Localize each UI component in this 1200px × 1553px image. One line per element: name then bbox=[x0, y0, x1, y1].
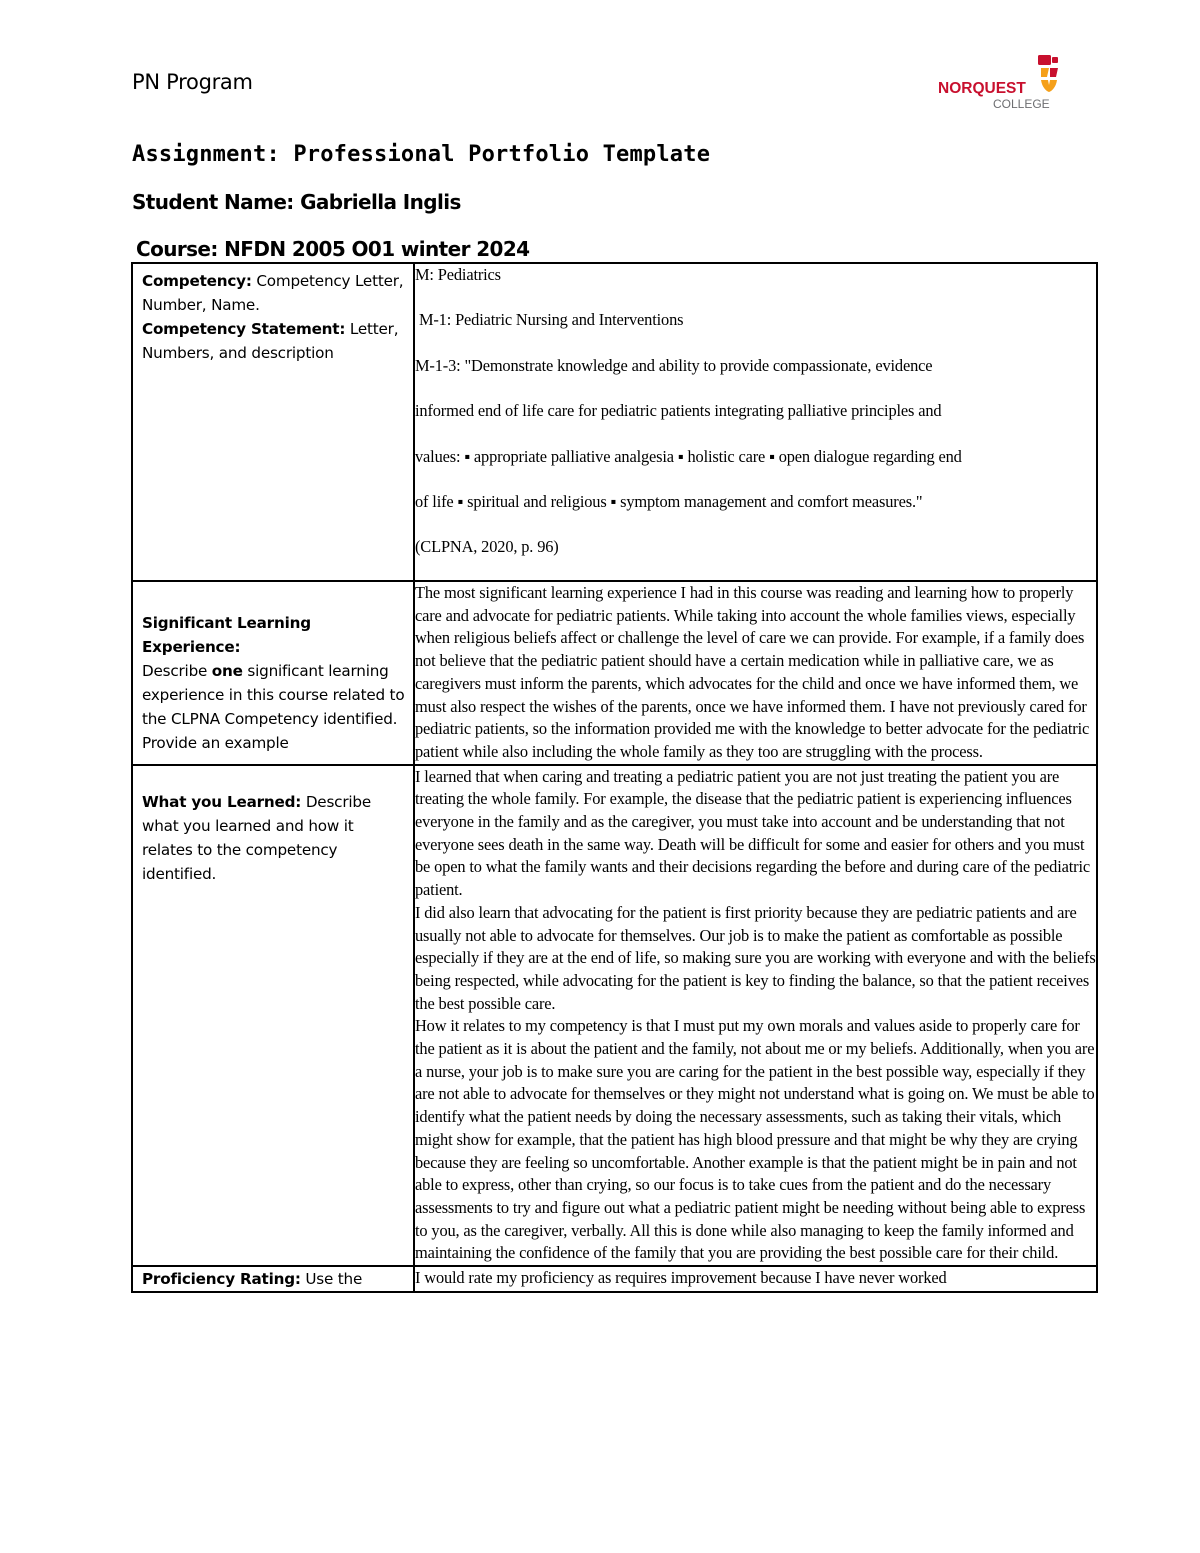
program-header: PN Program bbox=[132, 70, 253, 94]
proficiency-content-cell bbox=[414, 1266, 1097, 1292]
course-value: NFDN 2005 O01 winter 2024 bbox=[224, 237, 530, 261]
competency-citation: (CLPNA, 2020, p. 96) bbox=[415, 537, 559, 557]
logo-mark-icon bbox=[1038, 55, 1058, 92]
competency-statement-line: M-1-3: "Demonstrate knowledge and ability to provide compassionate, evidence bbox=[415, 355, 933, 375]
proficiency-description: Use the bbox=[305, 1270, 363, 1289]
student-name-line bbox=[132, 190, 461, 214]
competency-number: M-1: Pediatric Nursing and Interventions bbox=[415, 310, 684, 330]
assignment-title: Assignment: Professional Portfolio Template bbox=[132, 142, 711, 167]
course-label: Course: bbox=[136, 237, 218, 261]
course-line bbox=[136, 237, 530, 261]
learned-content-cell bbox=[414, 765, 1097, 1266]
competency-statement-line: informed end of life care for pediatric patients integrating palliative principles and bbox=[415, 401, 942, 421]
proficiency-label-cell bbox=[132, 1266, 414, 1292]
proficiency-label: Proficiency Rating: bbox=[142, 1270, 301, 1289]
learned-paragraph: I did also learn that advocating for the patient is first priority because they are pediatric patients and are usually not able to advocate for themselves. Our job is to make the patient as comfortable as possible especially if they are at the end of life, so making sure you are working with everyone and with the beliefs being respected, while advocating for the patient is key to finding the balance, so that the patient receives the best possible care. bbox=[415, 902, 1096, 1013]
significant-desc-pre: Describe bbox=[142, 662, 208, 680]
proficiency-row bbox=[132, 1266, 1097, 1292]
competency-row bbox=[132, 263, 1097, 581]
significant-learning-label: Significant Learning Experience: bbox=[142, 614, 311, 656]
competency-statement-description: Letter, Numbers, and description bbox=[142, 320, 399, 362]
learned-label: What you Learned: bbox=[142, 792, 302, 811]
significant-learning-text: The most significant learning experience I had in this course was reading and learning how to properly care and advocate for pediatric patients. While taking into account the whole families views, especially when religious beliefs affect or challenge the level of care we can provide. For example, if a family does not believe that the pediatric patient should have a certain medication while in palliative care, we as caregivers must inform the parents, which advocates for the child and once we have informed them, we must also respect the wishes of the parents, once we have informed them. I have not previously cared for pediatric patients, so the information provided me with the knowledge to better advocate for the pediatric patient while also including the whole family as they too are struggling with the process. bbox=[415, 583, 1090, 761]
learned-paragraph: I learned that when caring and treating a pediatric patient you are not just treating the patient you are treating the whole family. For example, the disease that the pediatric patient is experiencing influences everyone in the family and as the caregiver, you must take into account and be understanding that not everyone sees death in the same way. Death will be difficult for some and easier for others and you must be open to what the family wants and their decisions regarding the before and during care of the pediatric patient. bbox=[415, 766, 1090, 900]
learned-label-cell bbox=[132, 765, 414, 1266]
significant-desc-emphasis: one bbox=[211, 662, 243, 680]
competency-label-cell bbox=[132, 263, 414, 581]
competency-statement-line: values: ▪ appropriate palliative analgesia ▪ holistic care ▪ open dialogue regarding end bbox=[415, 446, 962, 466]
portfolio-table bbox=[131, 262, 1098, 1293]
competency-label: Competency: bbox=[142, 272, 252, 290]
competency-content-cell bbox=[414, 263, 1097, 581]
proficiency-text: I would rate my proficiency as requires improvement because I have never worked bbox=[415, 1268, 947, 1288]
student-name-value: Gabriella Inglis bbox=[300, 190, 461, 214]
significant-label-cell bbox=[132, 581, 414, 765]
competency-description: Competency Letter, Number, Name. bbox=[142, 272, 404, 314]
competency-statement-line: of life ▪ spiritual and religious ▪ symptom management and comfort measures." bbox=[415, 491, 923, 511]
logo-wordmark: NORQUEST bbox=[938, 80, 1026, 97]
competency-letter: M: Pediatrics bbox=[415, 265, 501, 284]
logo-subtitle: COLLEGE bbox=[993, 97, 1050, 111]
competency-statement-label: Competency Statement: bbox=[142, 320, 346, 338]
significant-learning-row bbox=[132, 581, 1097, 765]
learned-description: Describe what you learned and how it relates to the competency identified. bbox=[142, 792, 371, 883]
student-name-label: Student Name: bbox=[132, 190, 294, 214]
significant-content-cell bbox=[414, 581, 1097, 765]
norquest-college-logo bbox=[938, 55, 1058, 113]
what-you-learned-row bbox=[132, 765, 1097, 1266]
significant-desc-post: significant learning experience in this course related to the CLPNA Competency identified. Provide an example bbox=[142, 662, 405, 752]
learned-paragraph: How it relates to my competency is that I must put my own morals and values aside to properly care for the patient as it is about the patient and the family, not about me or my beliefs. Additionally, when you are a nurse, your job is to make sure you are caring for the patient in the best possible way, especially if they are not able to advocate for themselves or they might not understand what is going on. We must be able to identify what the patient needs by doing the necessary assessments, such as taking their vitals, which might show for example, that the patient has high blood pressure and that might be why they are crying because they are feeling so uncomfortable. Another example is that the patient might be in pain and not able to express, other than crying, so our focus is to take cues from the patient and do the necessary assessments to try and figure out what a pediatric patient might be needing without being able to express to you, as the caregiver, verbally. All this is done while also managing to keep the family informed and maintaining the confidence of the family that you are providing the best possible care for their child. bbox=[415, 1016, 1095, 1263]
